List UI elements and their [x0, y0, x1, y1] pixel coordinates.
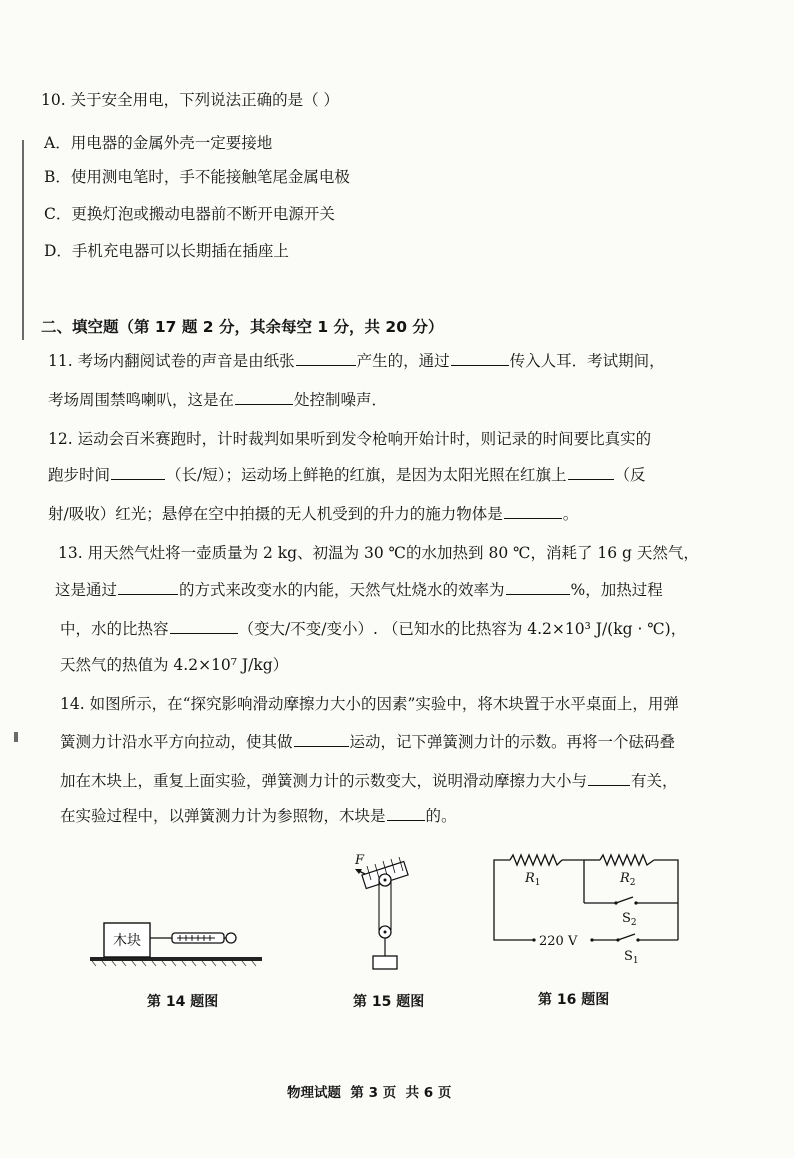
answer-blank	[504, 504, 562, 519]
switch-s2-blade	[616, 897, 633, 903]
figure-15-caption: 第 15 题图	[353, 994, 425, 1010]
wood-block-label: 木块	[113, 933, 141, 949]
answer-blank	[235, 390, 293, 405]
q14-text: 在实验过程中，以弹簧测力计为参照物，木块是	[60, 807, 386, 825]
q10-stem: 10. 关于安全用电，下列说法正确的是（ ）	[41, 91, 340, 109]
q14-text: 运动，记下弹簧测力计的示数。再将一个砝码叠	[349, 733, 676, 751]
answer-blank	[296, 351, 356, 366]
answer-blank	[568, 465, 614, 480]
supply-terminal	[532, 938, 535, 941]
switch-s1-contact	[636, 938, 639, 941]
q14-text: 加在木块上，重复上面实验，弹簧测力计的示数变大，说明滑动摩擦力大小与	[60, 772, 588, 790]
q11-line-1	[48, 351, 665, 371]
movable-pulley-axle	[384, 931, 387, 934]
s1-subscript: 1	[632, 956, 639, 966]
answer-blank	[588, 771, 630, 786]
s1-letter: S	[624, 949, 633, 964]
supply-terminal	[590, 938, 593, 941]
answer-blank	[506, 580, 570, 595]
q11-text: 考场周围禁鸣喇叭，这是在	[48, 391, 235, 409]
q14-line-1: 14. 如图所示，在“探究影响滑动摩擦力大小的因素”实验中，将木块置于水平桌面上，用弹	[60, 695, 679, 713]
q13-text: 这是通过	[55, 581, 118, 599]
figure-16-circuit	[488, 848, 688, 973]
figure-14-caption: 第 14 题图	[147, 994, 219, 1010]
r1-letter: R	[525, 871, 535, 886]
q10-option-b: B．使用测电笔时，手不能接触笔尾金属电极	[44, 168, 350, 186]
scan-margin-mark	[14, 732, 18, 742]
figure-14-friction-setup	[90, 905, 270, 971]
s2-letter: S	[622, 911, 631, 926]
q12-line-3	[48, 504, 578, 524]
r2-letter: R	[620, 871, 630, 886]
q11-text: 传入人耳．考试期间，	[509, 352, 665, 370]
section-title: 二、填空题（第 17 题 2 分，其余每空 1 分，共 20 分）	[41, 318, 444, 336]
q12-text: 射/吸收）红光；悬停在空中拍摄的无人机受到的升力的施力物体是	[48, 505, 503, 523]
q14-text: 簧测力计沿水平方向拉动，使其做	[60, 733, 293, 751]
q13-text: %，加热过程	[570, 581, 663, 599]
q10-option-c: C．更换灯泡或搬动电器前不断开电源开关	[44, 205, 335, 223]
wire-r2-right	[654, 860, 678, 940]
q14-line-3	[60, 771, 678, 791]
figure-16-caption: 第 16 题图	[538, 992, 610, 1008]
voltage-label: 220 V	[539, 934, 578, 949]
q11-line-2	[48, 390, 387, 410]
q12-text: 跑步时间	[48, 466, 111, 484]
scan-margin-line	[22, 140, 24, 340]
r1-label	[524, 871, 541, 888]
q10-option-d: D．手机充电器可以长期插在插座上	[44, 242, 289, 260]
switch-s1-blade	[618, 934, 635, 940]
fixed-pulley-axle	[384, 879, 387, 882]
hanging-weight	[373, 956, 397, 969]
s2-label	[622, 911, 637, 928]
figure-15-pulley-system	[345, 850, 415, 975]
q13-text: （变大/不变/变小）. （已知水的比热容为 4.2×10³ J/(kg · ℃)，	[238, 620, 687, 638]
q14-text: 有关，	[631, 772, 678, 790]
resistor-r2	[600, 855, 654, 865]
q14-line-2	[60, 732, 675, 752]
q13-line-2	[55, 580, 663, 600]
force-label: F	[355, 853, 365, 868]
answer-blank	[118, 580, 178, 595]
r2-label	[619, 871, 636, 888]
q13-line-1: 13. 用天然气灶将一壶质量为 2 kg、初温为 30 ℃的水加热到 80 ℃，消耗了 16 g 天然气，	[58, 544, 699, 562]
q11-text: 处控制噪声．	[294, 391, 388, 409]
q14-text: 的。	[425, 807, 457, 825]
q14-line-4	[60, 806, 457, 826]
switch-s2-contact	[634, 901, 637, 904]
switch-s2-contact	[614, 901, 617, 904]
q13-line-3	[60, 619, 686, 639]
q11-text: 11. 考场内翻阅试卷的声音是由纸张	[48, 352, 295, 370]
q12-line-2	[48, 465, 646, 485]
q12-line-1: 12. 运动会百米赛跑时，计时裁判如果听到发令枪响开始计时，则记录的时间要比真实的	[48, 430, 652, 448]
answer-blank	[111, 465, 165, 480]
s2-subscript: 2	[630, 918, 637, 928]
q13-text: 中，水的比热容	[60, 620, 169, 638]
q10-option-a: A．用电器的金属外壳一定要接地	[44, 134, 273, 152]
answer-blank	[387, 806, 425, 821]
spring-scale-ring	[226, 933, 236, 943]
q13-line-4: 天然气的热值为 4.2×10⁷ J/kg）	[60, 656, 289, 674]
s1-label	[624, 949, 639, 966]
resistor-r1	[510, 855, 562, 865]
answer-blank	[451, 351, 509, 366]
r1-subscript: 1	[534, 878, 541, 888]
q13-text: 的方式来改变水的内能，天然气灶烧水的效率为	[179, 581, 505, 599]
q12-text: （反	[614, 466, 646, 484]
table-hatching	[92, 961, 256, 966]
r2-subscript: 2	[629, 878, 636, 888]
q11-text: 产生的，通过	[356, 352, 450, 370]
answer-blank	[294, 732, 349, 747]
page-footer: 物理试题 第 3 页 共 6 页	[287, 1085, 452, 1101]
q12-text: 。	[562, 505, 579, 523]
q12-text: （长/短）；运动场上鲜艳的红旗，是因为太阳光照在红旗上	[166, 466, 567, 484]
answer-blank	[170, 619, 238, 634]
switch-s1-contact	[616, 938, 619, 941]
